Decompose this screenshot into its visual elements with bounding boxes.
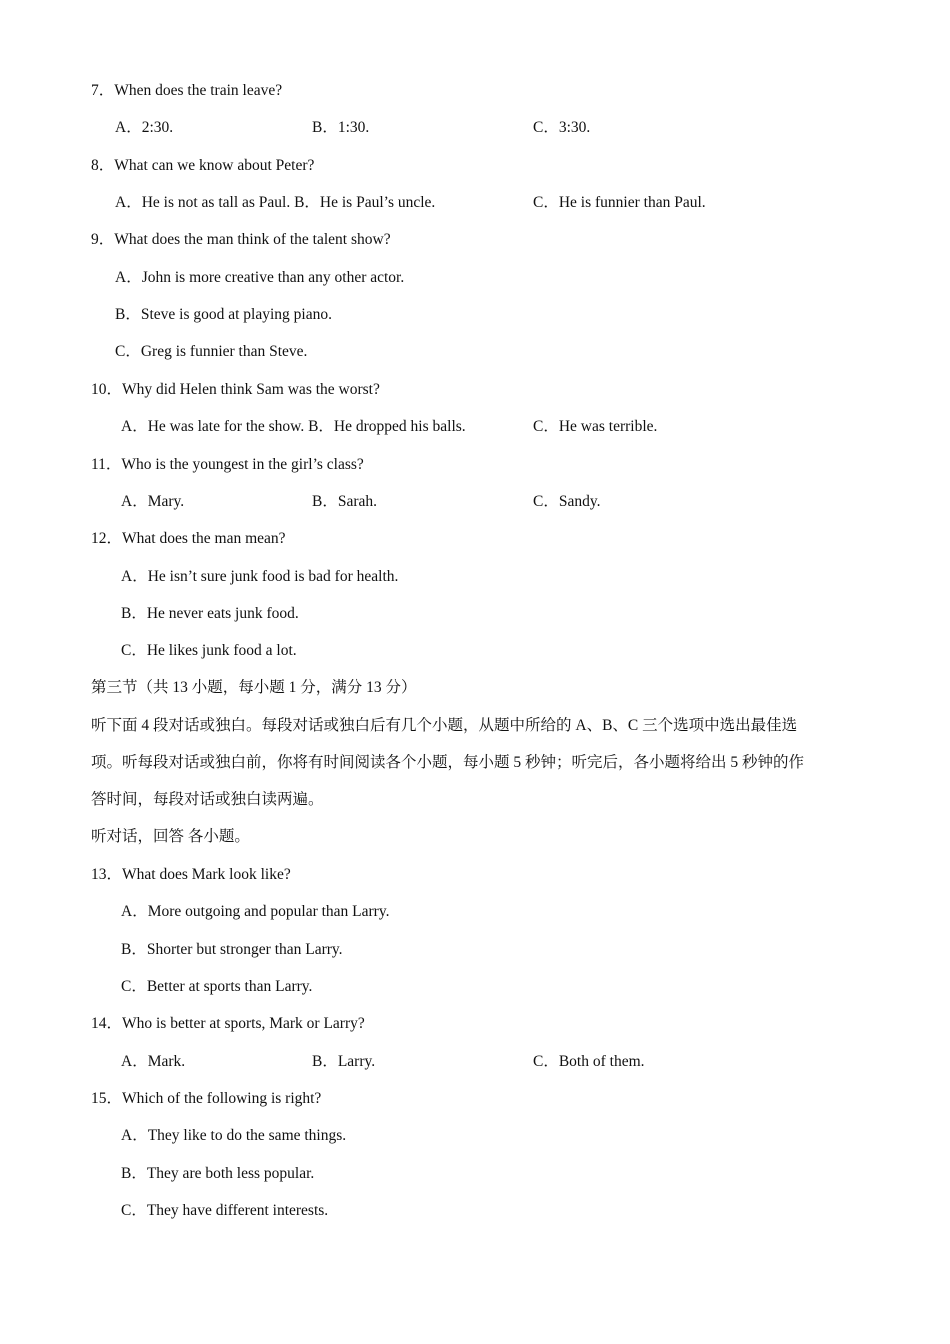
question-7-option-c: C．3:30. [533, 119, 591, 136]
section-3-instructions-line-2: 项。听每段对话或独白前，你将有时间阅读各个小题，每小题 5 秒钟；听完后，各小题将给出 5 秒钟的作 [91, 754, 805, 771]
question-11-option-a: A．Mary. [121, 493, 185, 510]
question-15-option-b: B．They are both less popular. [121, 1165, 315, 1182]
question-12-option-b: B．He never eats junk food. [121, 605, 299, 622]
question-11-stem: 11．Who is the youngest in the girl’s class? [91, 456, 364, 473]
question-10-stem: 10．Why did Helen think Sam was the worst? [91, 381, 380, 398]
question-7-stem: 7．When does the train leave? [91, 82, 283, 99]
question-8-option-c: C．He is funnier than Paul. [533, 194, 706, 211]
question-15-option-c: C．They have different interests. [121, 1202, 329, 1219]
question-14-stem: 14．Who is better at sports, Mark or Larry? [91, 1015, 365, 1032]
question-13-option-a: A．More outgoing and popular than Larry. [121, 903, 390, 920]
question-12-stem: 12．What does the man mean? [91, 530, 286, 547]
section-3-prompt: 听对话，回答 各小题。 [91, 828, 250, 845]
question-9-option-b: B．Steve is good at playing piano. [115, 306, 332, 323]
section-3-instructions-line-1: 听下面 4 段对话或独白。每段对话或独白后有几个小题，从题中所给的 A、B、C 三个选项中选出最佳选 [91, 717, 798, 734]
question-7-option-b: B．1:30. [312, 119, 370, 136]
section-3-heading: 第三节（共 13 小题，每小题 1 分，满分 13 分） [91, 679, 417, 696]
question-15-option-a: A．They like to do the same things. [121, 1127, 347, 1144]
question-7-option-a: A．2:30. [115, 119, 174, 136]
question-8-options-a-b: A．He is not as tall as Paul. B．He is Paul’s uncle. [115, 194, 436, 211]
question-9-option-c: C．Greg is funnier than Steve. [115, 343, 308, 360]
question-13-stem: 13．What does Mark look like? [91, 866, 291, 883]
question-14-option-a: A．Mark. [121, 1053, 186, 1070]
question-15-stem: 15．Which of the following is right? [91, 1090, 322, 1107]
question-8-stem: 8．What can we know about Peter? [91, 157, 315, 174]
question-12-option-a: A．He isn’t sure junk food is bad for health. [121, 568, 399, 585]
question-13-option-b: B．Shorter but stronger than Larry. [121, 941, 343, 958]
question-11-option-b: B．Sarah. [312, 493, 378, 510]
question-10-option-c: C．He was terrible. [533, 418, 658, 435]
question-9-stem: 9．What does the man think of the talent show? [91, 231, 391, 248]
question-10-options-a-b: A．He was late for the show. B．He dropped his balls. [121, 418, 466, 435]
question-12-option-c: C．He likes junk food a lot. [121, 642, 297, 659]
question-14-option-b: B．Larry. [312, 1053, 376, 1070]
question-14-option-c: C．Both of them. [533, 1053, 645, 1070]
question-11-option-c: C．Sandy. [533, 493, 601, 510]
section-3-instructions-line-3: 答时间，每段对话或独白读两遍。 [91, 791, 324, 808]
question-9-option-a: A．John is more creative than any other actor. [115, 269, 405, 286]
question-13-option-c: C．Better at sports than Larry. [121, 978, 313, 995]
